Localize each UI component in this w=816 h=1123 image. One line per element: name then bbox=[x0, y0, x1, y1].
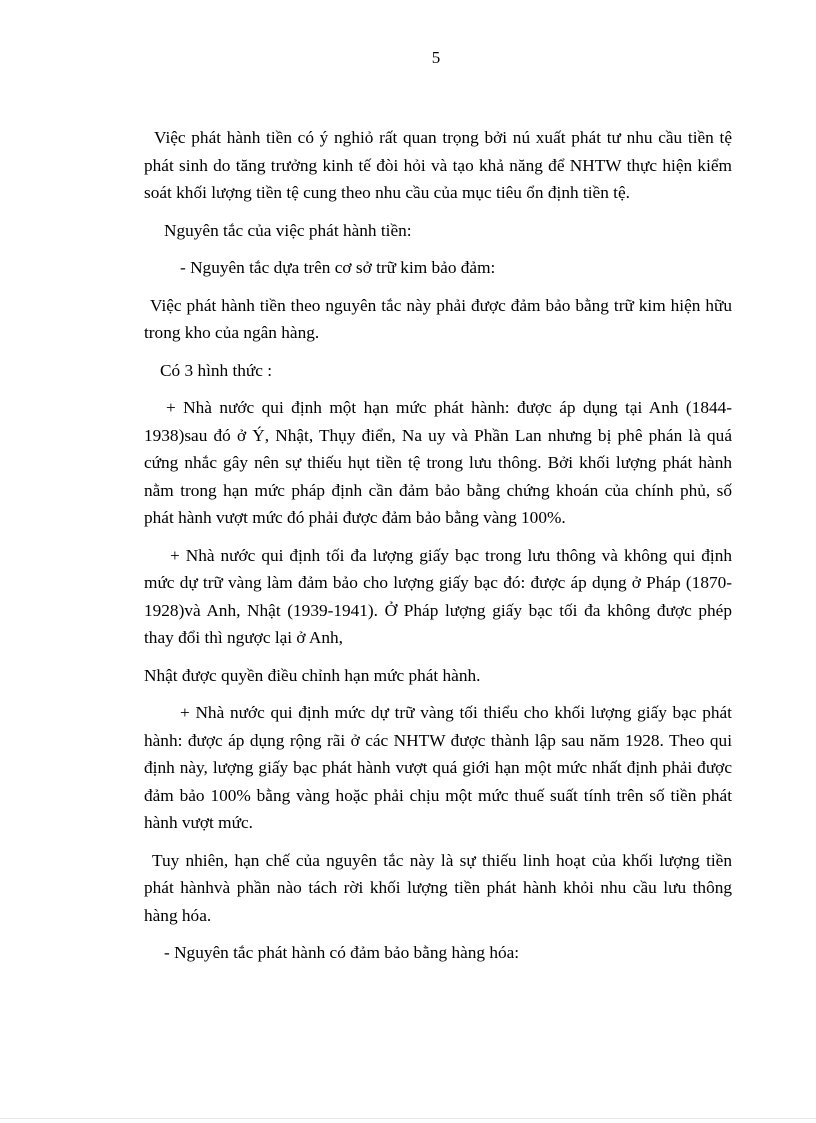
paragraph-form-2-continued: Nhật được quyền điều chỉnh hạn mức phát hành. bbox=[144, 665, 481, 685]
paragraph-form-1: + Nhà nước qui định một hạn mức phát hành: được áp dụng tại Anh (1844-1938)sau đó ở Ý, Nhật, Thụy điển, Na uy và Phần Lan nhưng bị phê phán là quá cứng nhắc gây nên sự thiếu hụt tiền tệ trong lưu thông. Bởi khối lượng phát hành nằm trong hạn mức pháp định cần đảm bảo bằng chứng khoán của chính phủ, số phát hành vượt mức đó phải được đảm bảo bằng vàng 100%. bbox=[144, 398, 732, 527]
paragraph-gold-reserve-principle: - Nguyên tắc dựa trên cơ sở trữ kim bảo đảm: bbox=[180, 258, 496, 277]
page-number: 5 bbox=[431, 48, 441, 67]
paragraph-limitation: Tuy nhiên, hạn chế của nguyên tắc này là sự thiếu linh hoạt của khối lượng tiền phát hànhvà phần nào tách rời khối lượng tiền phát hành khỏi nhu cầu lưu thông hàng hóa. bbox=[144, 850, 732, 925]
paragraph-form-3: + Nhà nước qui định mức dự trữ vàng tối thiểu cho khối lượng giấy bạc phát hành: được áp dụng rộng rãi ở các NHTW được thành lập sau năm 1928. Theo qui định này, lượng giấy bạc phát hành vượt quá giới hạn một mức nhất định phải được đảm bảo 100% bằng vàng hoặc phải chịu một mức thuế suất tính trên số tiền phát hành vượt mức. bbox=[144, 703, 732, 832]
paragraph-gold-reserve-description: Việc phát hành tiền theo nguyên tắc này phải được đảm bảo bằng trữ kim hiện hữu trong kho của ngân hàng. bbox=[144, 295, 732, 342]
paragraph-three-forms: Có 3 hình thức : bbox=[160, 360, 273, 380]
paragraph-form-2: + Nhà nước qui định tối đa lượng giấy bạc trong lưu thông và không qui định mức dự trữ vàng làm đảm bảo cho lượng giấy bạc đó: được áp dụng ở Pháp (1870-1928)và Anh, Nhật (1939-1941). Ở Pháp lượng giấy bạc tối đa không được phép thay đổi thì ngược lại ở Anh, bbox=[144, 545, 732, 647]
paragraph-principles-heading: Nguyên tắc của việc phát hành tiền: bbox=[164, 220, 412, 240]
paragraph-intro: Việc phát hành tiền có ý nghiỏ rất quan trọng bởi nú xuất phát tư nhu cầu tiền tệ phát sinh do tăng trưởng kinh tế đòi hỏi và tạo khả năng để NHTW thực hiện kiểm soát khối lượng tiền tệ cung theo nhu cầu của mục tiêu ổn định tiền tệ. bbox=[144, 128, 732, 202]
body-text bbox=[144, 124, 732, 977]
page-bottom-divider bbox=[0, 1118, 816, 1119]
paragraph-goods-backed-principle: - Nguyên tắc phát hành có đảm bảo bằng hàng hóa: bbox=[164, 943, 520, 962]
